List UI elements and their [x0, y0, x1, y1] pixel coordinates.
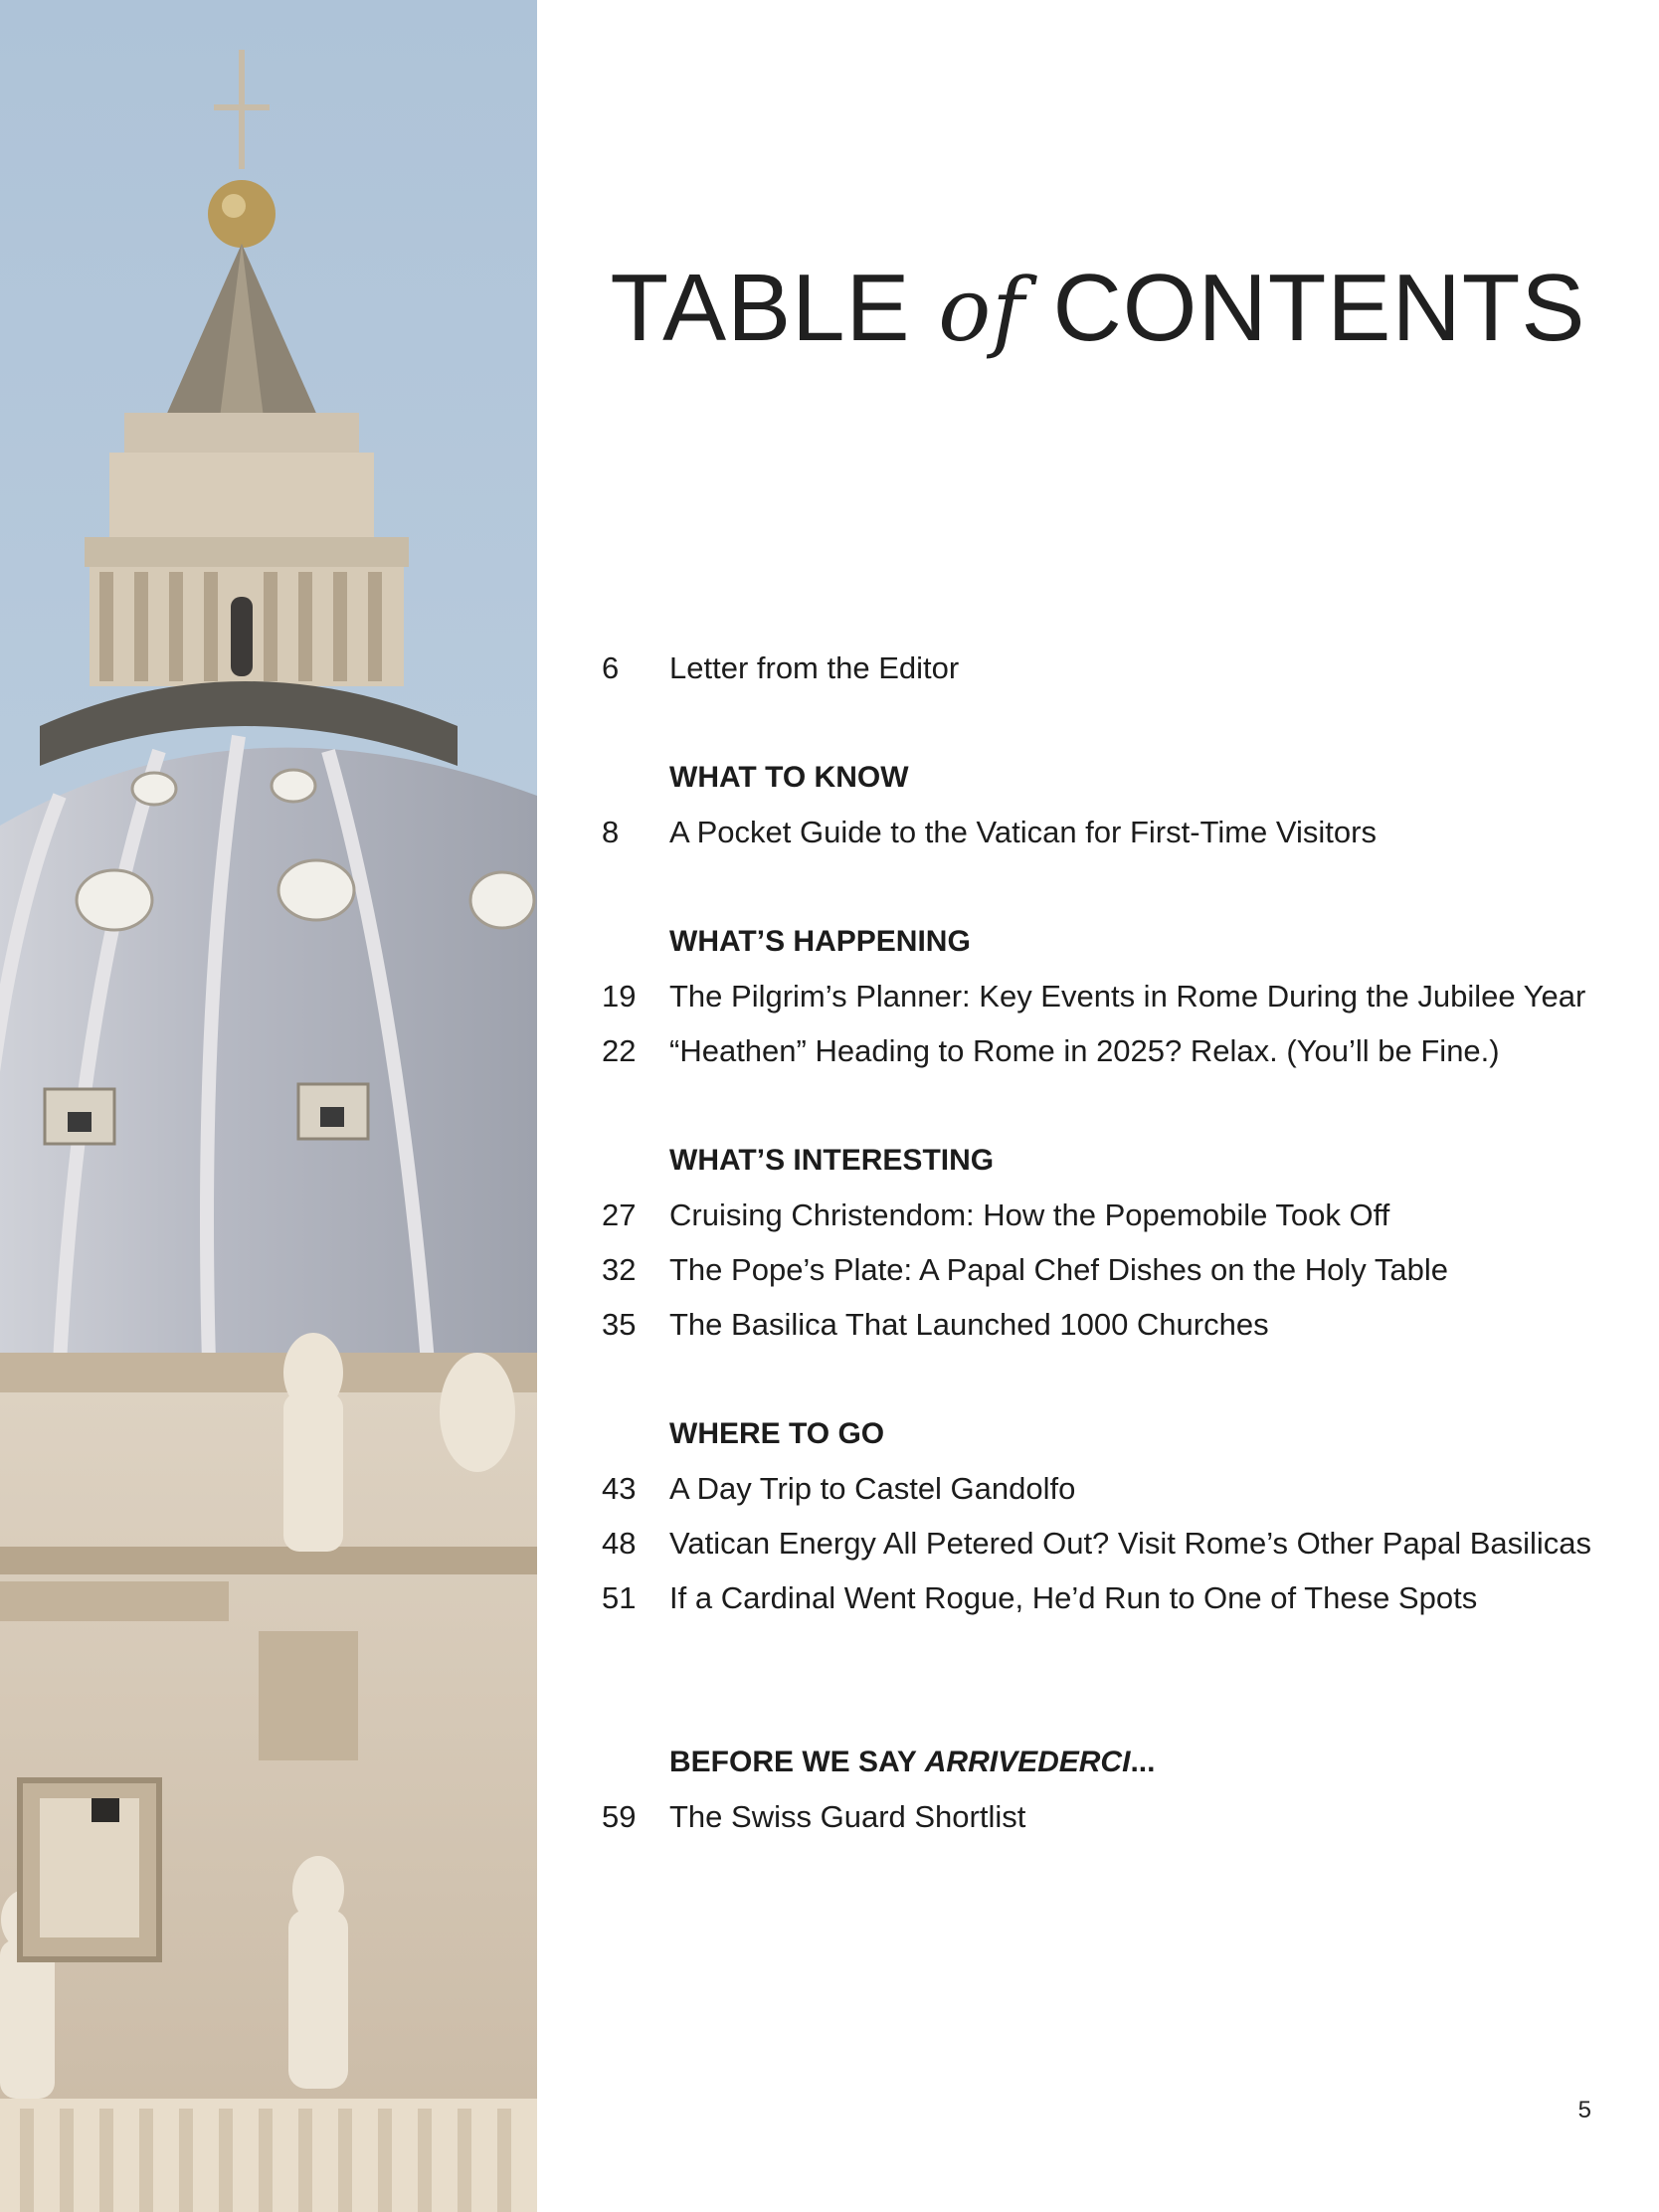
toc-page-number: 43: [602, 1471, 637, 1506]
section-heading: [669, 1141, 994, 1181]
toc-page-number: 35: [602, 1307, 637, 1342]
toc-entry-title: Cruising Christendom: How the Popemobile Took Off: [669, 1198, 1390, 1232]
page-number: 5: [1577, 2097, 1591, 2123]
toc-page-number: 19: [602, 979, 637, 1014]
section-heading-text: BEFORE WE SAY: [669, 1746, 925, 1778]
section-heading: [669, 1743, 1155, 1782]
toc-entry-title: The Pilgrim’s Planner: Key Events in Rome During the Jubilee Year: [669, 979, 1586, 1014]
section-heading: [669, 922, 971, 962]
toc-page-number: 59: [602, 1799, 637, 1834]
title-of: of: [938, 259, 1025, 361]
toc-page-number: 51: [602, 1580, 637, 1615]
section-heading-text: WHERE TO GO: [669, 1417, 885, 1450]
toc-entry-title: A Pocket Guide to the Vatican for First-Time Visitors: [669, 815, 1377, 849]
title-table: TABLE: [610, 255, 939, 361]
page-title: [537, 255, 1659, 361]
toc-entry-title: A Day Trip to Castel Gandolfo: [669, 1471, 1076, 1506]
section-heading-text: WHAT’S HAPPENING: [669, 925, 971, 958]
toc-entry-title: “Heathen” Heading to Rome in 2025? Relax. (You’ll be Fine.): [669, 1033, 1500, 1068]
section-heading: [669, 758, 909, 798]
toc-page-number: 27: [602, 1198, 637, 1232]
toc-page-number: 32: [602, 1252, 637, 1287]
section-heading-emphasis: ARRIVEDERCI: [924, 1746, 1131, 1778]
dome-photo: [0, 0, 537, 2212]
toc-page-number: 8: [602, 815, 620, 849]
section-heading-text: WHAT’S INTERESTING: [669, 1144, 995, 1177]
toc-page-number: 48: [602, 1526, 637, 1561]
section-heading: [669, 1414, 884, 1454]
toc-entry-title: The Pope’s Plate: A Papal Chef Dishes on the Holy Table: [669, 1252, 1448, 1287]
toc-entry-title: Letter from the Editor: [669, 650, 960, 685]
toc-page-number: 22: [602, 1033, 637, 1068]
section-heading-ellipsis: ...: [1130, 1746, 1156, 1778]
section-heading-text: WHAT TO KNOW: [669, 761, 909, 794]
toc-entry-title: The Basilica That Launched 1000 Churches: [669, 1307, 1269, 1342]
toc-page-number: 6: [602, 650, 620, 685]
toc-entry-title: If a Cardinal Went Rogue, He’d Run to One of These Spots: [669, 1580, 1478, 1615]
toc-entry-title: Vatican Energy All Petered Out? Visit Rome’s Other Papal Basilicas: [669, 1526, 1592, 1561]
title-contents: CONTENTS: [1024, 255, 1586, 361]
toc-entry-title: The Swiss Guard Shortlist: [669, 1799, 1026, 1834]
